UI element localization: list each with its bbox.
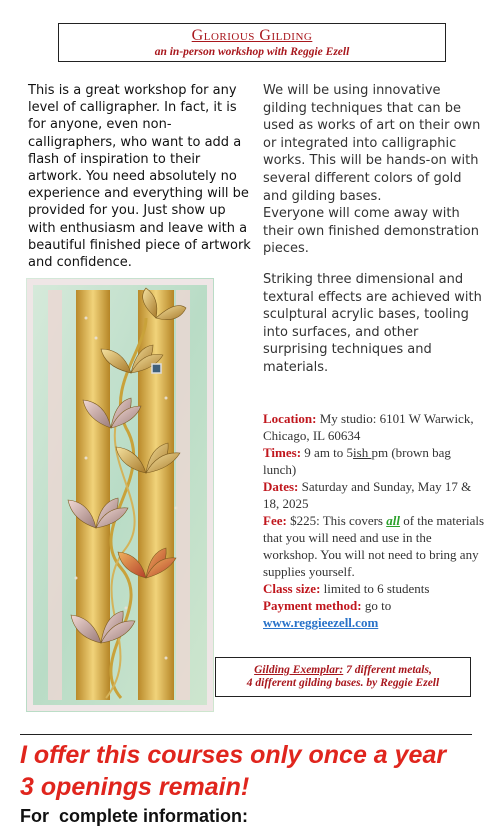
fee-row: Fee: $225: This covers all of the materials that you will need and use in the workshop. You will not need to bring any supplies yourself. xyxy=(263,513,485,579)
class-size-row: Class size: limited to 6 students xyxy=(263,581,430,596)
artwork-caption: Gilding Exemplar: 7 different metals, 4 different gilding bases. by Reggie Ezell xyxy=(215,657,471,697)
offer-line: I offer this courses only once a year xyxy=(20,741,447,769)
times-row: Times: 9 am to 5ish pm (brown bag lunch) xyxy=(263,445,451,477)
payment-row: Payment method: go to www.reggieezell.com xyxy=(263,598,392,630)
openings-line: 3 openings remain! xyxy=(20,773,250,801)
divider xyxy=(20,734,472,735)
more-info-heading: For complete information: xyxy=(20,806,249,826)
workshop-details xyxy=(263,410,485,631)
website-link[interactable]: www.reggieezell.com xyxy=(263,615,379,630)
intro-paragraph: This is a great workshop for any level of calligrapher. In fact, it is for anyone, even non-calligraphers, who want to add a flash of inspiration to their artwork. You need absolutely no experience and everything will be provided for you. Just show up with enthusiasm and leave with a beautiful finished piece of artwork and confidence. xyxy=(28,83,251,271)
dates-row: Dates: Saturday and Sunday, May 17 & 18, 2025 xyxy=(263,479,472,511)
workshop-header xyxy=(58,23,446,62)
gilding-artwork-image xyxy=(26,278,214,712)
location-row: Location: My studio: 6101 W Warwick, Chicago, IL 60634 xyxy=(263,411,474,443)
offer-notice xyxy=(20,739,490,803)
description-column xyxy=(263,82,485,377)
effects-paragraph: Striking three dimensional and textural effects are achieved with sculptural acrylic bases, tooling into surfaces, and other surprising techniques and materials. xyxy=(263,271,482,375)
techniques-paragraph: We will be using innovative gilding techniques that can be used as works of art on their own or integrated into calligraphic works. This will be hands-on with several different colors of gold and gilding bases. Everyone will come away with their own finished demonstration pieces. xyxy=(263,83,481,257)
workshop-subtitle: an in-person workshop with Reggie Ezell xyxy=(154,46,350,58)
workshop-title: Glorious Gilding xyxy=(191,27,313,44)
